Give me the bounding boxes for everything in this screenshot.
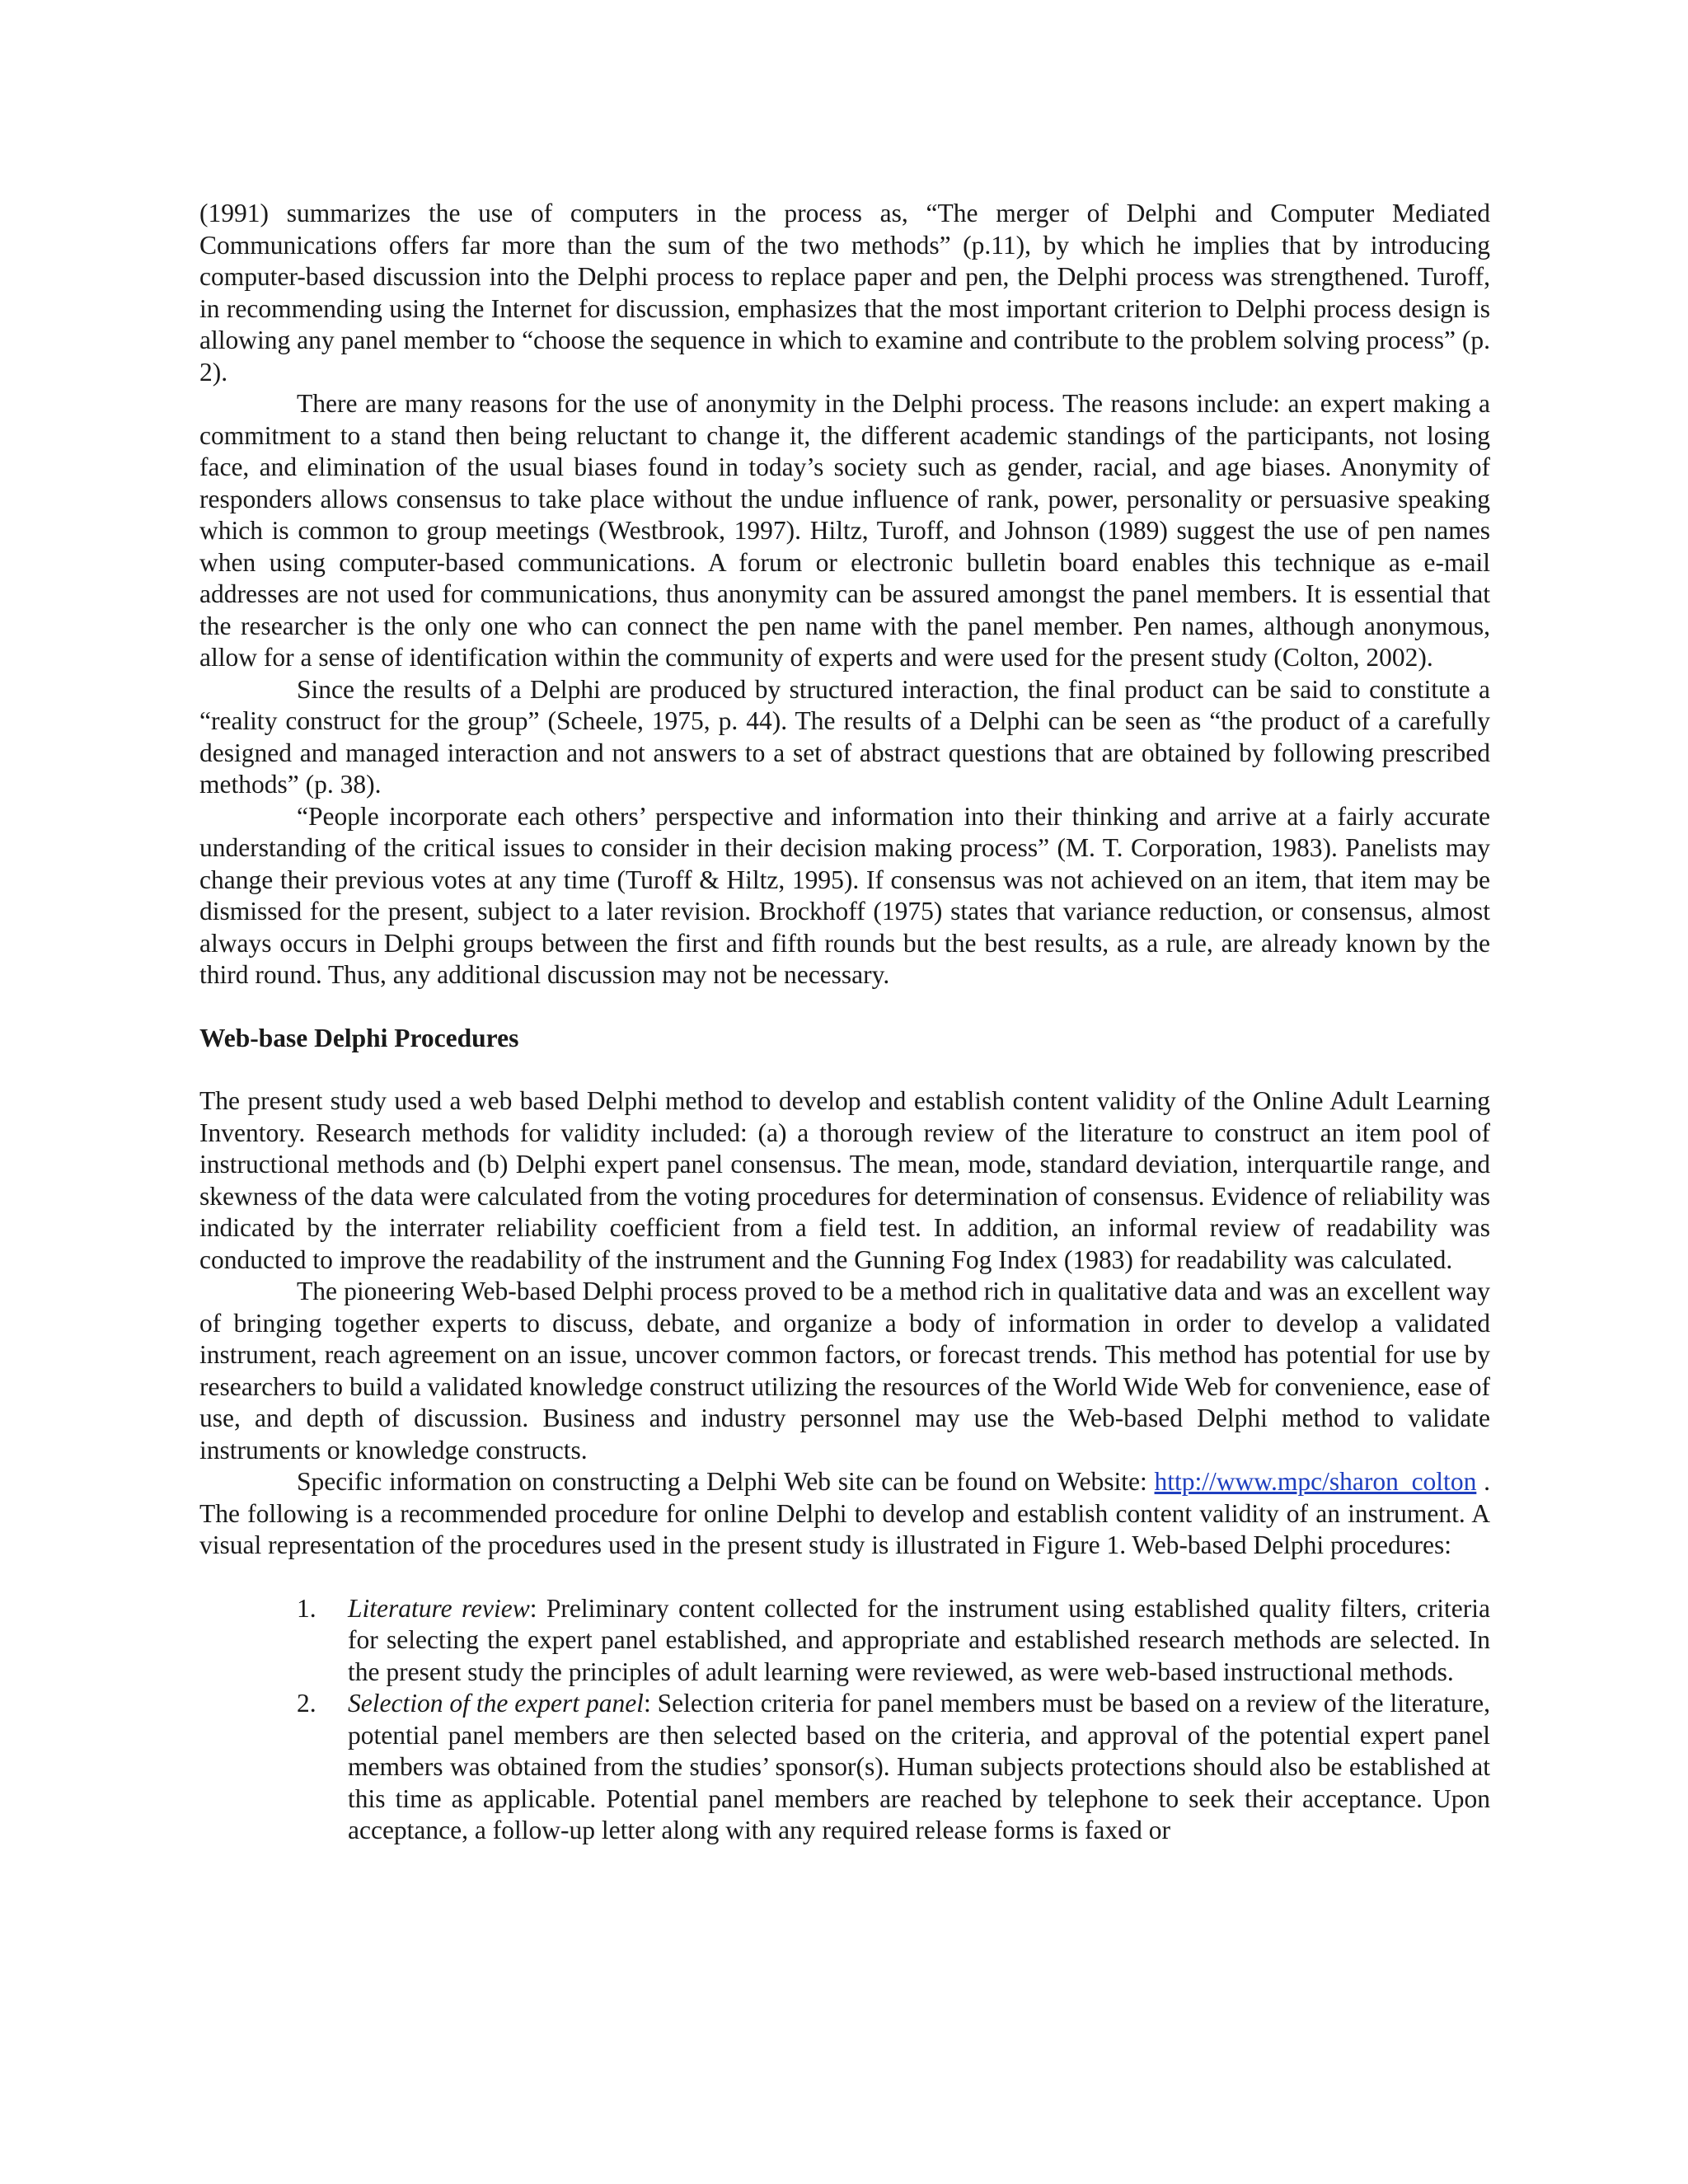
document-page xyxy=(199,198,1490,1847)
paragraph-website-info xyxy=(199,1466,1490,1562)
list-item-text: : Selection criteria for panel members must be based on a review of the literature, potential panel members are then selected based on the criteria, and approval of the potential expert panel members was obtained from the studies’ sponsor(s). Human subjects protections should also be established at this time as applicable. Potential panel members are reached by telephone to seek their acceptance. Upon acceptance, a follow-up letter along with any required release forms is faxed or xyxy=(348,1689,1490,1844)
list-item xyxy=(199,1688,1490,1847)
list-item-number: 1. xyxy=(297,1593,316,1623)
procedure-list xyxy=(199,1593,1490,1847)
list-item-text: : Preliminary content collected for the instrument using established quality filters, criteria for selecting the expert panel established, and appropriate and established research methods are selected. In the present study the principles of adult learning were reviewed, as were web-based instructional methods. xyxy=(348,1593,1490,1686)
website-info-text: Specific information on constructing a Delphi Web site can be found on Website: xyxy=(297,1467,1155,1496)
paragraph-consensus: “People incorporate each others’ perspective and information into their thinking and arrive at a fairly accurate understanding of the critical issues to consider in their decision making process” (M. T. Corporation, 1983). Panelists may change their previous votes at any time (Turoff & Hiltz, 1995). If consensus was not achieved on an item, that item may be dismissed for the present, subject to a later revision. Brockhoff (1975) states that variance reduction, or consensus, almost always occurs in Delphi groups between the first and fifth rounds but the best results, as a rule, are already known by the third round. Thus, any additional discussion may not be necessary. xyxy=(199,801,1490,989)
paragraph-present-study: The present study used a web based Delphi method to develop and establish content validity of the Online Adult Learning Inventory. Research methods for validity included: (a) a thorough review of the literature to construct an item pool of instructional methods and (b) Delphi expert panel consensus. The mean, mode, standard deviation, interquartile range, and skewness of the data were calculated from the voting procedures for determination of consensus. Evidence of reliability was indicated by the interrater reliability coefficient from a field test. In addition, an informal review of readability was conducted to improve the readability of the instrument and the Gunning Fog Index (1983) for readability was calculated. xyxy=(199,1086,1490,1274)
list-item-term: Selection of the expert panel xyxy=(348,1689,644,1718)
procedure-intro-text: . The following is a recommended procedure for online Delphi to develop and establish content validity of an instrument. A visual representation of the procedures used in the present study is illustrated in Figure 1. Web-based Delphi procedures: xyxy=(199,1467,1490,1559)
paragraph-computer-mediated: (1991) summarizes the use of computers in the process as, “The merger of Delphi and Computer Mediated Communications offers far more than the sum of the two methods” (p.11), by which he implies that by introducing computer-based discussion into the Delphi process to replace paper and pen, the Delphi process was strengthened. Turoff, in recommending using the Internet for discussion, emphasizes that the most important criterion to Delphi process design is allowing any panel member to “choose the sequence in which to examine and contribute to the problem solving process” (p. 2). xyxy=(199,199,1490,387)
list-item xyxy=(199,1593,1490,1689)
list-item-term: Literature review xyxy=(348,1593,530,1623)
list-item-number: 2. xyxy=(297,1689,316,1718)
paragraph-anonymity: There are many reasons for the use of anonymity in the Delphi process. The reasons include: an expert making a commitment to a stand then being reluctant to change it, the different academic standings of the participants, not losing face, and elimination of the usual biases found in today’s society such as gender, racial, and age biases. Anonymity of responders allows consensus to take place without the undue influence of rank, power, personality or persuasive speaking which is common to group meetings (Westbrook, 1997). Hiltz, Turoff, and Johnson (1989) suggest the use of pen names when using computer-based communications. A forum or electronic bulletin board enables this technique as e-mail addresses are not used for communications, thus anonymity can be assured amongst the panel members. It is essential that the researcher is the only one who can connect the pen name with the panel member. Pen names, although anonymous, allow for a sense of identification within the community of experts and were used for the present study (Colton, 2002). xyxy=(199,389,1490,672)
website-link[interactable]: http://www.mpc/sharon_colton xyxy=(1154,1467,1477,1496)
section-heading: Web-base Delphi Procedures xyxy=(199,1023,519,1052)
paragraph-pioneering-process: The pioneering Web-based Delphi process proved to be a method rich in qualitative data and was an excellent way of bringing together experts to discuss, debate, and organize a body of information in order to develop a validated instrument, reach agreement on an issue, uncover common factors, or forecast trends. This method has potential for use by researchers to build a validated knowledge construct utilizing the resources of the World Wide Web for convenience, ease of use, and depth of discussion. Business and industry personnel may use the Web-based Delphi method to validate instruments or knowledge constructs. xyxy=(199,1277,1490,1465)
paragraph-reality-construct: Since the results of a Delphi are produced by structured interaction, the final product can be said to constitute a “reality construct for the group” (Scheele, 1975, p. 44). The results of a Delphi can be seen as “the product of a carefully designed and managed interaction and not answers to a set of abstract questions that are obtained by following prescribed methods” (p. 38). xyxy=(199,674,1490,799)
